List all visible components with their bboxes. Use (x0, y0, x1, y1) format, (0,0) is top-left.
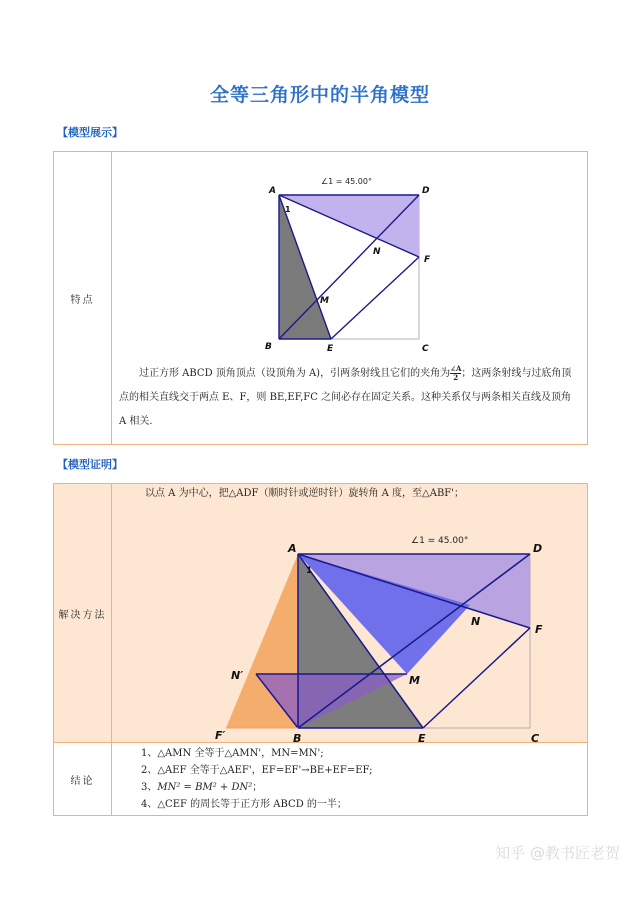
fig1-label-n: N (373, 247, 381, 257)
conclusion-1: 1、△AMN 全等于△AMN'，MN=MN'; (141, 748, 324, 759)
fig1-label-1: 1 (285, 205, 291, 214)
figure-1 (113, 162, 586, 362)
section-model-proof: 【模型证明】 (57, 458, 123, 471)
fig1-label-e: E (327, 344, 334, 354)
fig2-label-1: 1 (306, 566, 313, 576)
fig1-label-c: C (422, 344, 429, 354)
fig2-label-d: D (533, 542, 543, 555)
fig2-label-f-prime: F′ (215, 729, 226, 742)
frac-den: 2 (453, 373, 459, 382)
desc-pre: 过正方形 ABCD 顶角顶点（设顶角为 A)，引两条射线且它们的夹角为 (139, 368, 451, 379)
fig1-label-d: D (422, 186, 430, 196)
fig2-label-c: C (531, 732, 540, 745)
fig1-label-f: F (424, 255, 431, 265)
desc-post: ；这两条射线与过底角顶点的相关直线交于两点 E、F，则 BE,EF,FC 之间必存在固定关系。这种关系仅与两条相关直线及顶角 A 相关. (119, 368, 572, 427)
fig2-label-m: M (409, 674, 420, 687)
feature-cell (112, 152, 588, 445)
conclusion-label: 结论 (54, 743, 112, 816)
fig2-label-b: B (293, 732, 302, 745)
conclusion-3-prefix: 3、 (141, 782, 158, 793)
model-proof-table (53, 483, 588, 816)
fig2-label-f: F (535, 623, 543, 636)
fig1-angle-label: ∠1 = 45.00° (321, 177, 372, 186)
page-title: 全等三角形中的半角模型 (209, 84, 430, 106)
conclusion-3-formula: MN² = BM² + DN² (157, 782, 253, 793)
conclusion-3 (113, 779, 586, 796)
method-text: 以点 A 为中心，把△ADF（顺时针或逆时针）旋转角 A 度，至△ABF'； (145, 488, 464, 499)
watermark: 知乎 @教书匠老贺 (495, 844, 620, 862)
fig2-label-e: E (418, 732, 426, 745)
fig2-label-a: A (288, 542, 297, 555)
figure-2 (113, 501, 586, 745)
fig2-label-n: N (471, 615, 481, 628)
fig1-label-m: M (320, 296, 329, 306)
fig1-line-ef (331, 257, 419, 339)
frac-num: ∠A (450, 364, 462, 373)
conclusion-3-suffix: ； (252, 782, 263, 793)
model-display-table (53, 151, 588, 445)
method-cell (112, 484, 588, 743)
method-label: 解决方法 (54, 484, 112, 743)
feature-description (113, 362, 586, 434)
conclusion-2: 2、△AEF 全等于△AEF'，EF=EF'→BE+EF=EF; (141, 765, 373, 776)
fig2-label-n-prime: N′ (231, 669, 244, 682)
half-angle-fraction (450, 365, 461, 382)
fig2-line-ef (423, 628, 530, 728)
conclusion-cell (112, 743, 588, 816)
feature-label: 特点 (54, 152, 112, 445)
fig1-label-b: B (265, 342, 272, 352)
fig2-angle-label: ∠1 = 45.00° (411, 536, 469, 546)
conclusion-4: 4、△CEF 的周长等于正方形 ABCD 的一半； (141, 799, 347, 810)
section-model-display: 【模型展示】 (57, 126, 123, 139)
fig1-label-a: A (269, 186, 276, 196)
